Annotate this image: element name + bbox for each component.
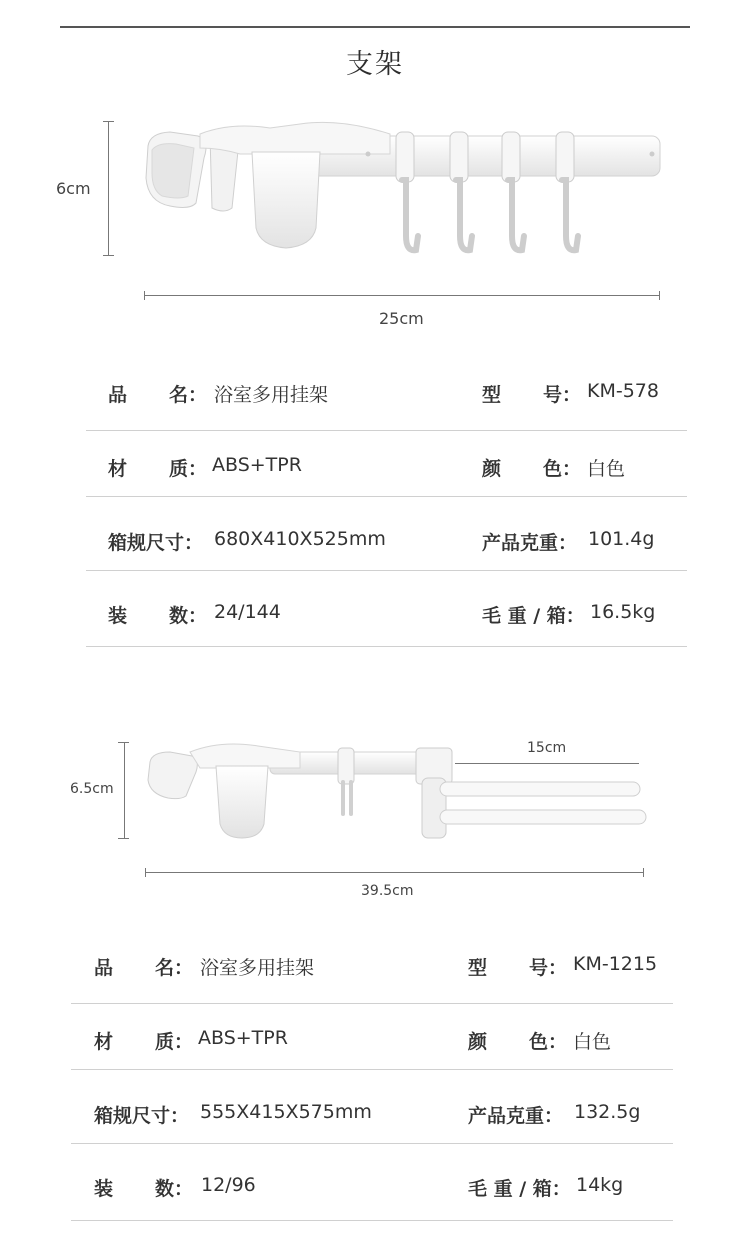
p1-row-divider: [86, 646, 687, 647]
p2-model-label-a: 型: [468, 957, 488, 979]
p1-width-label: 25cm: [379, 309, 424, 328]
p2-height-label: 6.5cm: [70, 781, 114, 797]
p1-name-label-b: 名：: [169, 384, 208, 406]
p1-carton-size-value: 680X410X525mm: [214, 528, 386, 550]
p2-width-line: [145, 872, 643, 873]
p2-model-label-b: 号：: [529, 957, 568, 979]
product1-image: [140, 118, 665, 258]
p2-row-divider: [71, 1003, 673, 1004]
p2-row-divider: [71, 1069, 673, 1070]
page-title: 支架: [346, 49, 404, 80]
p1-height-line: [108, 121, 109, 256]
p1-spec-row-1: [108, 380, 688, 420]
p1-row-divider: [86, 570, 687, 571]
p2-weight-value: 132.5g: [574, 1101, 641, 1123]
p1-qty-label-a: 装: [108, 605, 128, 627]
top-divider: [60, 26, 690, 28]
p2-weight-label: 产品克重：: [468, 1105, 564, 1127]
p1-material-value: ABS+TPR: [212, 454, 302, 476]
p1-row-divider: [86, 430, 687, 431]
p1-color-label-b: 色：: [543, 458, 582, 480]
p1-material-label-a: 材: [108, 458, 128, 480]
p2-row-divider: [71, 1143, 673, 1144]
p2-material-value: ABS+TPR: [198, 1027, 288, 1049]
p1-width-tick-right: [659, 291, 660, 300]
p1-qty-label-b: 数：: [169, 605, 208, 627]
p2-color-value: 白色: [573, 1031, 612, 1053]
p1-model-value: KM-578: [587, 380, 659, 402]
p1-color-value: 白色: [587, 458, 626, 480]
p1-height-label: 6cm: [56, 179, 91, 198]
p2-color-label-a: 颜: [468, 1031, 488, 1053]
p2-height-tick-bottom: [118, 838, 129, 839]
p1-spec-row-2: [108, 454, 688, 494]
p1-name-label-a: 品: [108, 384, 128, 406]
p2-material-label-a: 材: [94, 1031, 114, 1053]
p1-spec-row-4: [108, 601, 688, 641]
p2-name-label-a: 品: [94, 957, 114, 979]
p2-qty-label-a: 装: [94, 1178, 114, 1200]
p1-spec-row-3: [108, 528, 688, 568]
p1-weight-label: 产品克重：: [482, 532, 578, 554]
p2-carton-size-value: 555X415X575mm: [200, 1101, 372, 1123]
p2-qty-label-b: 数：: [155, 1178, 194, 1200]
p1-name-value: 浴室多用挂架: [214, 384, 329, 406]
p2-gross-weight-value: 14kg: [576, 1174, 624, 1196]
p2-height-line: [124, 742, 125, 839]
p2-carton-size-label: 箱规尺寸：: [94, 1105, 190, 1127]
p1-model-label-a: 型: [482, 384, 502, 406]
p2-spec-row-2: [94, 1027, 674, 1067]
p2-gross-weight-label: 毛 重 / 箱：: [468, 1178, 571, 1200]
p1-row-divider: [86, 496, 687, 497]
p1-weight-value: 101.4g: [588, 528, 655, 550]
p2-spec-row-1: [94, 953, 674, 993]
p2-spec-row-3: [94, 1101, 674, 1141]
p2-model-value: KM-1215: [573, 953, 658, 975]
p2-arm-label: 15cm: [527, 740, 567, 756]
p1-gross-weight-value: 16.5kg: [590, 601, 656, 623]
p1-model-label-b: 号：: [543, 384, 582, 406]
p2-qty-value: 12/96: [201, 1174, 256, 1196]
p1-carton-size-label: 箱规尺寸：: [108, 532, 204, 554]
p1-height-tick-bottom: [103, 255, 114, 256]
p2-color-label-b: 色：: [529, 1031, 568, 1053]
p1-width-line: [144, 295, 660, 296]
p2-spec-row-4: [94, 1174, 674, 1214]
p2-width-tick-right: [643, 868, 644, 877]
p1-material-label-b: 质：: [169, 458, 208, 480]
p2-material-label-b: 质：: [155, 1031, 194, 1053]
p2-name-label-b: 名：: [155, 957, 194, 979]
p2-width-label: 39.5cm: [361, 883, 414, 899]
p2-row-divider: [71, 1220, 673, 1221]
product2-image: [140, 738, 650, 844]
p1-color-label-a: 颜: [482, 458, 502, 480]
p1-gross-weight-label: 毛 重 / 箱：: [482, 605, 585, 627]
p2-name-value: 浴室多用挂架: [200, 957, 315, 979]
p1-qty-value: 24/144: [214, 601, 281, 623]
